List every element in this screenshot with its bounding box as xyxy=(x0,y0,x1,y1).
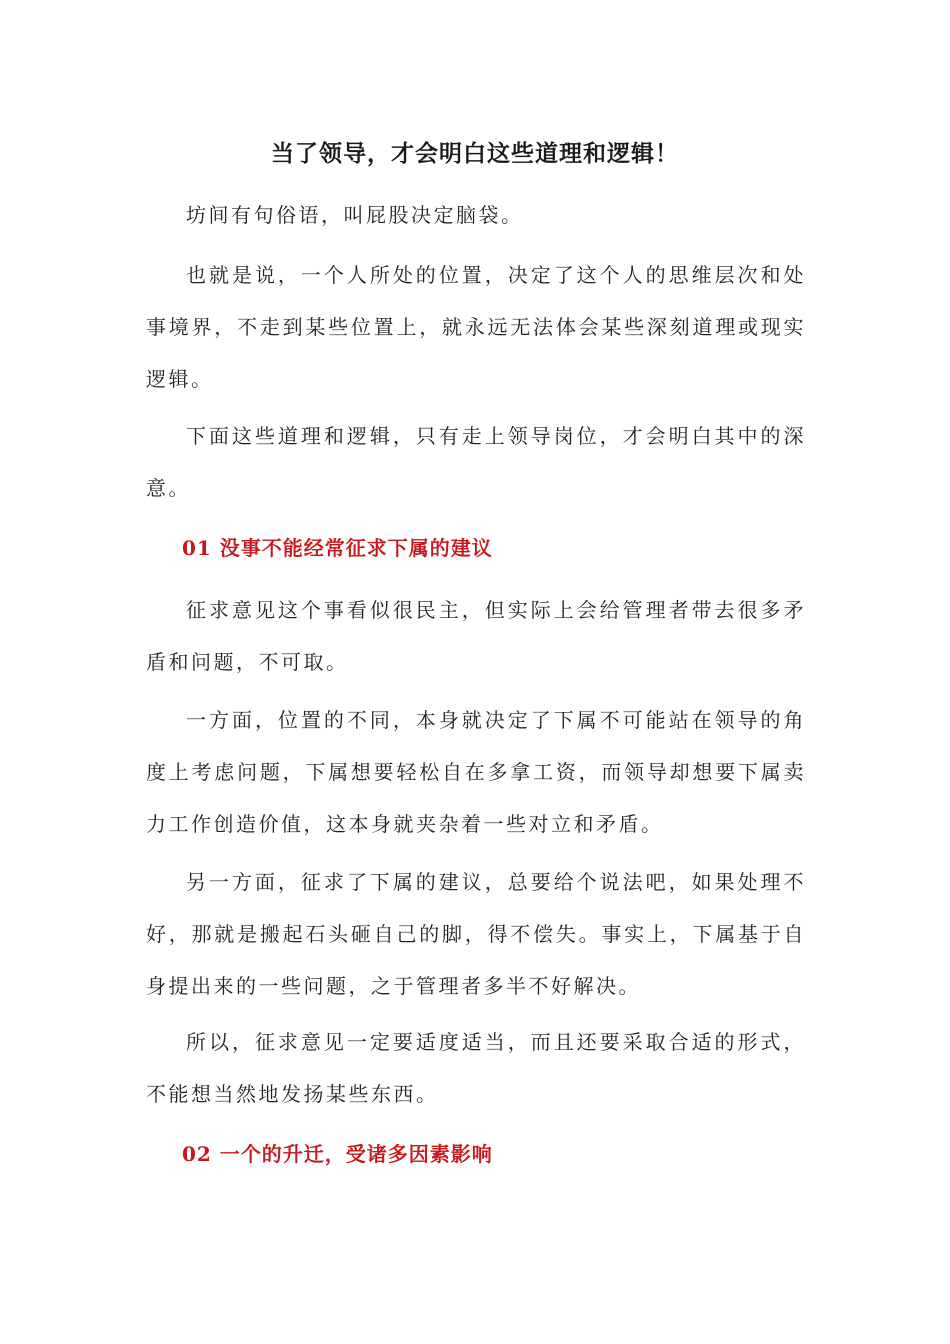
intro-paragraph-3: 下面这些道理和逻辑，只有走上领导岗位，才会明白其中的深意。 xyxy=(146,424,806,500)
article-title: 当了领导，才会明白这些道理和逻辑！ xyxy=(271,140,679,167)
section-01-paragraph-2: 一方面，位置的不同，本身就决定了下属不可能站在领导的角度上考虑问题，下属想要轻松自在多拿工资，而领导却想要下属卖力工作创造价值，这本身就夹杂着一些对立和矛盾。 xyxy=(146,708,806,836)
section-heading-01: 01 没事不能经常征求下属的建议 xyxy=(182,536,493,560)
section-01-paragraph-3: 另一方面，征求了下属的建议，总要给个说法吧，如果处理不好，那就是搬起石头砸自己的脚，得不偿失。事实上，下属基于自身提出来的一些问题，之于管理者多半不好解决。 xyxy=(146,870,806,998)
intro-paragraph-1: 坊间有句俗语，叫屁股决定脑袋。 xyxy=(186,203,524,227)
section-01-paragraph-4: 所以，征求意见一定要适度适当，而且还要采取合适的形式，不能想当然地发扬某些东西。 xyxy=(146,1030,806,1106)
intro-paragraph-2: 也就是说，一个人所处的位置，决定了这个人的思维层次和处事境界，不走到某些位置上，就永远无法体会某些深刻道理或现实逻辑。 xyxy=(146,263,806,391)
section-heading-02: 02 一个的升迁，受诸多因素影响 xyxy=(182,1142,493,1166)
section-01-paragraph-1: 征求意见这个事看似很民主，但实际上会给管理者带去很多矛盾和问题，不可取。 xyxy=(146,598,806,674)
